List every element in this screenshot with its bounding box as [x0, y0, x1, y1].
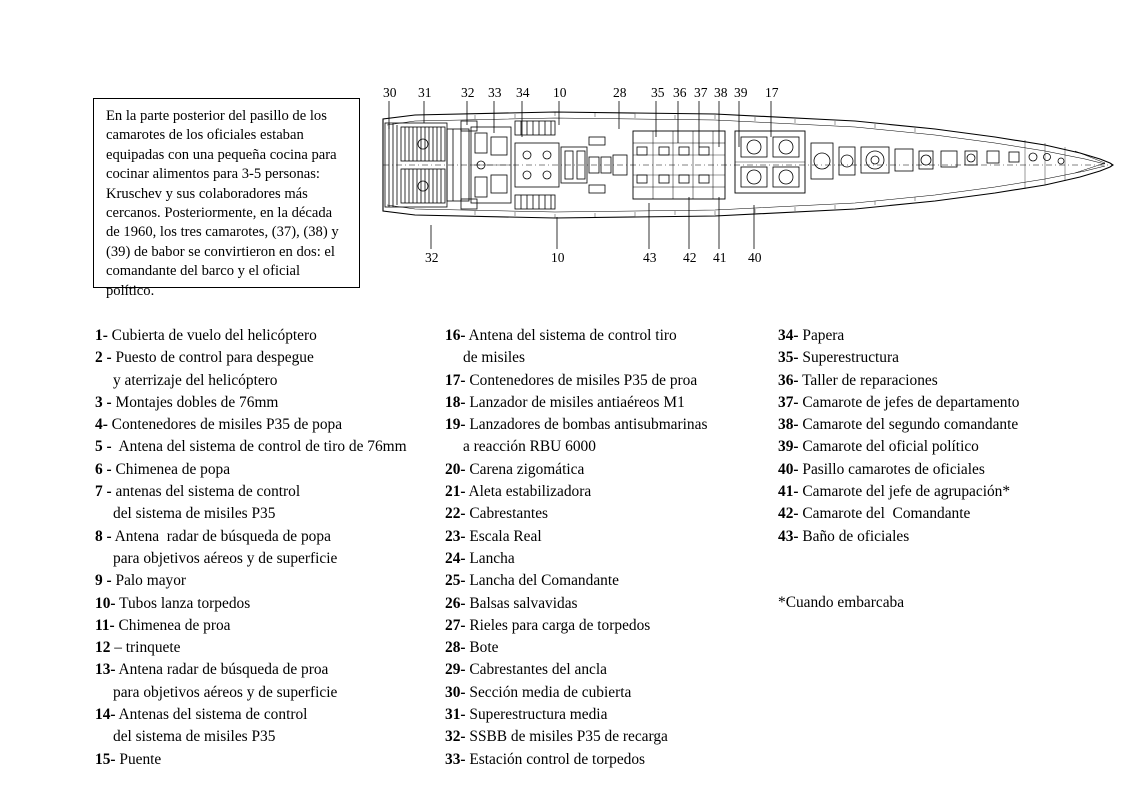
legend-item-label: Rieles para carga de torpedos: [465, 616, 651, 634]
legend-item: [445, 548, 775, 570]
legend-item-label: Contenedores de misiles P35 de proa: [465, 371, 698, 389]
legend-item-continuation: de misiles: [463, 349, 525, 367]
callout-top-28: 28: [613, 85, 627, 100]
legend-item-number: 21-: [445, 483, 466, 501]
legend-item: [445, 570, 775, 592]
legend-item: [778, 347, 1118, 369]
legend-item-continuation: para objetivos aéreos y de superficie: [113, 549, 338, 567]
legend-item: [445, 503, 775, 525]
legend-item-number: 17-: [445, 371, 466, 389]
legend-item-number: 33-: [445, 750, 466, 768]
callout-top-30: 30: [383, 85, 397, 100]
legend-item-continuation: del sistema de misiles P35: [113, 728, 276, 746]
legend-item: [445, 481, 775, 503]
legend-item-number: 20-: [445, 460, 466, 478]
legend-item: [95, 593, 435, 615]
legend-item-number: 30-: [445, 683, 466, 701]
legend-item-label: Escala Real: [465, 527, 542, 545]
legend-item: [445, 414, 775, 436]
legend-item-label: Antenas del sistema de control: [115, 706, 308, 724]
legend-item-label: Baño de oficiales: [798, 527, 910, 545]
legend-item-number: 28-: [445, 639, 466, 657]
callout-bottom-10: 10: [551, 250, 565, 265]
callout-bottom-42: 42: [683, 250, 697, 265]
legend-item: [778, 325, 1118, 347]
callout-top-35: 35: [651, 85, 665, 100]
legend-item: [778, 459, 1118, 481]
legend-item: [778, 414, 1118, 436]
legend-item: [445, 704, 775, 726]
callout-top-32: 32: [461, 85, 475, 100]
legend-item-number: 4-: [95, 416, 108, 434]
legend-item-number: 3 -: [95, 393, 112, 411]
legend-item-number: 22-: [445, 505, 466, 523]
callout-top-33: 33: [488, 85, 502, 100]
legend-item: [95, 436, 435, 458]
callout-bottom-40: 40: [748, 250, 762, 265]
legend-item-label: Cubierta de vuelo del helicóptero: [107, 327, 317, 344]
legend-item-number: 16-: [445, 327, 466, 344]
legend-item: [778, 503, 1118, 525]
legend-item: [95, 392, 435, 414]
legend-item-number: 13-: [95, 661, 116, 679]
legend-item-label: Chimenea de proa: [114, 616, 231, 634]
callout-top-31: 31: [418, 85, 432, 100]
note-box: [93, 98, 360, 299]
legend-item-number: 8 -: [95, 527, 112, 545]
legend-item: [445, 615, 775, 637]
legend-item: [445, 726, 775, 748]
legend-item-number: 40-: [778, 460, 799, 478]
legend-column-1: [95, 325, 435, 771]
legend-footnote: *Cuando embarcaba: [778, 593, 905, 611]
legend-item-continuation: a reacción RBU 6000: [463, 438, 596, 456]
legend-item: [445, 459, 775, 481]
legend-item: [95, 481, 435, 503]
legend-item-label: Antena del sistema de control de tiro de 76mm: [111, 438, 407, 456]
legend-item: [95, 414, 435, 436]
legend-item-label: Taller de reparaciones: [798, 371, 938, 389]
legend-item-label: Camarote del segundo comandante: [798, 416, 1019, 434]
callout-top-17: 17: [765, 85, 779, 100]
legend-item-number: 35-: [778, 349, 799, 367]
legend-item: [778, 392, 1118, 414]
legend-item-continuation: del sistema de misiles P35: [113, 505, 276, 523]
legend-item-number: 26-: [445, 594, 466, 612]
legend-item: [95, 637, 435, 659]
legend-item-label: Aleta estabilizadora: [465, 483, 592, 501]
legend-item-label: Antena del sistema de control tiro: [465, 327, 677, 344]
legend-item: [445, 370, 775, 392]
legend-item-continuation: y aterrizaje del helicóptero: [113, 371, 278, 389]
legend-item-label: Antena radar de búsqueda de popa: [111, 527, 331, 545]
callout-top-39: 39: [734, 85, 748, 100]
legend-item-label: SSBB de misiles P35 de recarga: [465, 728, 668, 746]
legend-item-number: 43-: [778, 527, 799, 545]
callout-bottom-43: 43: [643, 250, 657, 265]
legend-item-label: Lancha: [465, 549, 515, 567]
legend-item-number: 15-: [95, 750, 116, 768]
legend-item-number: 41-: [778, 483, 799, 501]
legend-item-number: 39-: [778, 438, 799, 456]
legend-item-label: Papera: [798, 327, 845, 344]
legend-item-number: 5 -: [95, 438, 112, 456]
legend-item: [445, 325, 775, 347]
legend-item: [95, 704, 435, 726]
legend-item-number: 19-: [445, 416, 466, 434]
legend-item-continuation: para objetivos aéreos y de superficie: [113, 683, 338, 701]
callout-top-34: 34: [516, 85, 530, 100]
legend-item-label: Camarote de jefes de departamento: [798, 393, 1020, 411]
legend-item: [95, 325, 435, 347]
legend-item-label: Tubos lanza torpedos: [115, 594, 251, 612]
legend-item-number: 37-: [778, 393, 799, 411]
legend-item-label: Cabrestantes del ancla: [465, 661, 607, 679]
legend-item: [95, 749, 435, 771]
legend-item-label: Superestructura: [798, 349, 899, 367]
legend-item-number: 42-: [778, 505, 799, 523]
legend-column-3: [778, 325, 1118, 614]
legend-item-label: Pasillo camarotes de oficiales: [798, 460, 985, 478]
legend-item: [95, 570, 435, 592]
legend-item-number: 32-: [445, 728, 466, 746]
legend-item-label: Camarote del Comandante: [798, 505, 971, 523]
legend-item-number: 1-: [95, 327, 108, 344]
legend-item-label: Estación control de torpedos: [465, 750, 646, 768]
legend-item-label: Superestructura media: [465, 706, 608, 724]
legend-item-label: Puesto de control para despegue: [111, 349, 314, 367]
legend-item: [778, 436, 1118, 458]
legend: [0, 325, 1132, 768]
legend-item-label: Camarote del oficial político: [798, 438, 979, 456]
legend-item-label: Camarote del jefe de agrupación*: [798, 483, 1011, 501]
legend-item: [445, 593, 775, 615]
legend-item-number: 14-: [95, 706, 116, 724]
legend-item-number: 36-: [778, 371, 799, 389]
legend-item-label: Palo mayor: [111, 572, 187, 590]
legend-item-number: 25-: [445, 572, 466, 590]
legend-item-label: antenas del sistema de control: [111, 483, 301, 501]
legend-item-number: 29-: [445, 661, 466, 679]
legend-item-number: 38-: [778, 416, 799, 434]
legend-item: [95, 459, 435, 481]
legend-item-label: Carena zigomática: [465, 460, 585, 478]
callout-bottom-41: 41: [713, 250, 727, 265]
legend-item: [95, 347, 435, 369]
legend-item-label: Contenedores de misiles P35 de popa: [107, 416, 343, 434]
legend-item-number: 24-: [445, 549, 466, 567]
legend-item-number: 34-: [778, 327, 799, 344]
legend-item: [95, 615, 435, 637]
callout-top-10: 10: [553, 85, 567, 100]
legend-item-label: Sección media de cubierta: [465, 683, 632, 701]
legend-item-number: 23-: [445, 527, 466, 545]
legend-item-label: Puente: [115, 750, 162, 768]
legend-item-label: – trinquete: [110, 639, 181, 657]
legend-item-label: Lanzadores de bombas antisubmarinas: [465, 416, 708, 434]
legend-item: [778, 370, 1118, 392]
legend-item-label: Lanzador de misiles antiaéreos M1: [465, 393, 685, 411]
legend-item-number: 18-: [445, 393, 466, 411]
legend-item: [445, 526, 775, 548]
legend-item-label: Chimenea de popa: [111, 460, 231, 478]
ship-diagram: [375, 85, 1120, 285]
legend-item-label: Antena radar de búsqueda de proa: [115, 661, 329, 679]
legend-item-number: 6 -: [95, 460, 112, 478]
callout-bottom-32: 32: [425, 250, 439, 265]
legend-item-label: Montajes dobles de 76mm: [111, 393, 279, 411]
legend-item: [445, 749, 775, 771]
callout-top-36: 36: [673, 85, 687, 100]
legend-item: [778, 526, 1118, 548]
legend-column-2: [445, 325, 775, 771]
legend-item: [95, 659, 435, 681]
legend-item-number: 27-: [445, 616, 466, 634]
legend-item-number: 31-: [445, 706, 466, 724]
legend-item-label: Balsas salvavidas: [465, 594, 578, 612]
legend-item: [445, 392, 775, 414]
legend-item: [445, 659, 775, 681]
legend-item-number: 7 -: [95, 483, 112, 501]
legend-item: [778, 481, 1118, 503]
legend-item-label: Bote: [465, 639, 499, 657]
legend-item: [445, 682, 775, 704]
legend-item-number: 9 -: [95, 572, 112, 590]
legend-item-number: 10-: [95, 594, 116, 612]
legend-item-label: Cabrestantes: [465, 505, 549, 523]
legend-item-number: 2 -: [95, 349, 112, 367]
callout-top-38: 38: [714, 85, 728, 100]
legend-item-number: 12: [95, 639, 111, 657]
callout-top-37: 37: [694, 85, 708, 100]
note-text: En la parte posterior del pasillo de los camarotes de los oficiales estaban equipadas con una pequeña cocina para cocinar alimentos para 3-5 personas: Kruschev y sus colaboradores más cercanos. Posteriormente, en la década de 1960, los tres camarotes, (37), (38) y (39) de babor se convirtieron en dos: el comandante del barco y el oficial político.: [106, 108, 339, 299]
legend-item: [95, 526, 435, 548]
legend-item-label: Lancha del Comandante: [465, 572, 619, 590]
legend-item: [445, 637, 775, 659]
legend-item-number: 11-: [95, 616, 115, 634]
